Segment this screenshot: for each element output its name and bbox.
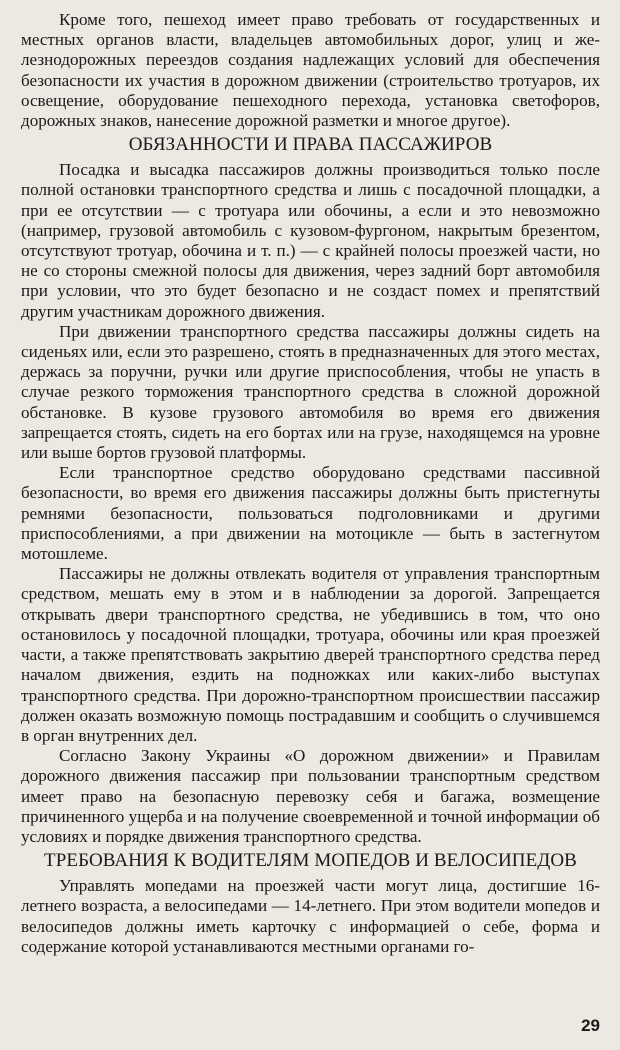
paragraph-age-requirements: Управлять мопедами на проезжей части могут лица, достигшие 16-летнего возраста, а велосипедами — 14-летнего. При этом водители мопедов и велосипедов должны иметь карточку с информацией о себе, форма и содержание которой устанавливаются местными органами го- <box>21 876 600 956</box>
heading-passenger-duties: ОБЯЗАННОСТИ И ПРАВА ПАССАЖИРОВ <box>128 134 493 156</box>
paragraph-seat-belts: Если транспортное средство оборудовано средствами пассивной безопасности, во время его движения пассажиры должны быть пристегнуты ремнями безопасности, пользоваться подголовниками и другими приспособлениями, а при движении на мотоцикле — быть в застегнутом мотошлеме. <box>21 463 600 564</box>
paragraph-boarding: Посадка и высадка пассажиров должны производиться только после полной остановки транспортного средства и лишь с посадочной площадки, а при ее отсутствии — с тротуара или обочины, а если и это невозможно (например, грузовой автомобиль с кузовом-фургоном, накрытым брезентом, отсутствуют тротуар, обочина и т. п.) — с крайней полосы проезжей части, но не со стороны смежной полосы для движения, через задний борт автомобиля при условии, что это будет безопасно и не создаст помех и препятствий другим участникам дорожного движения. <box>21 160 600 321</box>
heading-moped-cyclist-requirements: ТРЕБОВАНИЯ К ВОДИТЕЛЯМ МОПЕДОВ И ВЕЛОСИПЕДОВ <box>44 850 577 872</box>
page-text <box>21 10 600 957</box>
paragraph-passenger-rights: Согласно Закону Украины «О дорожном движении» и Правилам дорожного движения пассажир при пользовании транспортным средством имеет право на безопасную перевозку себя и багажа, возмещение причиненного ущерба и на получение своевременной и точной информации об условиях и порядке движения транспортного средства. <box>21 746 600 846</box>
paragraph-distraction: Пассажиры не должны отвлекать водителя от управления транспортным средством, мешать ему в этом и в наблюдении за дорогой. Запрещается открывать двери транспортного средства, не убедившись в том, что оно остановилось у посадочной площадки, тротуара, обочины или края проезжей части, а также препятствовать закрытию дверей транспортного средства перед началом движения, ездить на подножках или каких-либо выступах транспортного средства. При дорожно-транспортном происшествии пассажир должен оказать возможную помощь пострадавшим и сообщить о случившемся в орган внутренних дел. <box>21 564 600 745</box>
paragraph-pedestrian-rights: Кроме того, пешеход имеет право требовать от государственных и местных органов власти, владельцев автомобильных дорог, улиц и железнодорожных переездов создания надлежащих условий для обеспечения безопасности их участия в дорожном движении (строительство тротуаров, их освещение, оборудование пешеходного перехода, установка светофоров, дорожных знаков, нанесение дорожной разметки и многое другое). <box>21 10 600 131</box>
paragraph-seating: При движении транспортного средства пассажиры должны сидеть на сиденьях или, если это разрешено, стоять в предназначенных для этого местах, держась за поручни, ручки или другие приспособления, чтобы не упасть в случае резкого торможения транспортного средства в сложной дорожной обстановке. В кузове грузового автомобиля во время его движения запрещается стоять, сидеть на его бортах или на грузе, находящемся на уровне или выше бортов грузовой платформы. <box>21 321 600 463</box>
page-number: 29 <box>581 1016 600 1035</box>
